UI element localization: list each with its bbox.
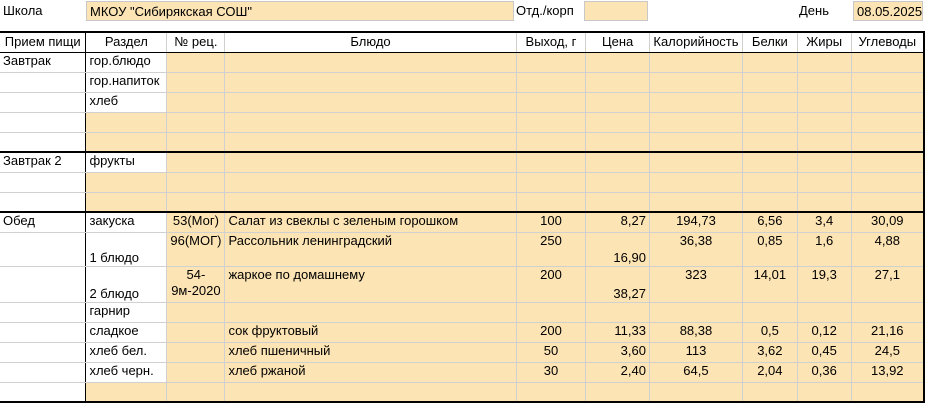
protein-cell[interactable] [742,72,797,92]
fat-cell[interactable]: 0,45 [797,342,851,362]
carbs-cell[interactable]: 27,1 [851,266,924,302]
table-row [0,212,924,232]
fat-cell[interactable] [797,192,851,212]
dish-cell[interactable] [225,172,516,192]
calories-cell[interactable] [649,132,742,152]
table-row [0,72,924,92]
fat-cell[interactable] [797,172,851,192]
output-cell[interactable] [516,92,586,112]
price-cell[interactable] [586,72,650,92]
fat-cell[interactable] [797,112,851,132]
dish-cell[interactable]: хлеб ржаной [225,362,516,382]
fat-cell[interactable] [797,132,851,152]
recipe-cell[interactable]: 53(Мог) [167,212,225,232]
meal-cell [0,132,86,152]
table-row [0,132,924,152]
calories-cell[interactable]: 113 [649,342,742,362]
output-cell[interactable] [516,172,586,192]
section-cell[interactable] [86,382,167,402]
price-cell[interactable] [586,172,650,192]
meal-cell [0,112,86,132]
protein-cell[interactable]: 6,56 [742,212,797,232]
price-cell[interactable] [586,132,650,152]
price-cell[interactable] [586,112,650,132]
fat-cell[interactable]: 1,6 [797,232,851,266]
day-label: День [799,3,829,18]
fat-cell[interactable] [797,302,851,322]
protein-cell[interactable] [742,172,797,192]
protein-cell[interactable]: 2,04 [742,362,797,382]
table-header-row [0,32,924,52]
fat-cell[interactable] [797,52,851,72]
recipe-cell[interactable] [167,192,225,212]
meal-cell [0,232,86,266]
protein-cell[interactable] [742,132,797,152]
carbs-cell[interactable] [851,172,924,192]
price-cell[interactable] [586,152,650,172]
section-cell[interactable] [86,132,167,152]
dish-cell[interactable] [225,382,516,402]
meal-cell: Завтрак [0,52,86,72]
price-cell[interactable]: 8,27 [586,212,650,232]
fat-cell[interactable]: 0,12 [797,322,851,342]
dish-cell[interactable] [225,192,516,212]
output-cell[interactable]: 250 [516,232,586,266]
price-cell[interactable] [586,382,650,402]
carbs-cell[interactable] [851,92,924,112]
section-cell[interactable]: гор.блюдо [86,52,167,72]
dept-label: Отд./корп [516,3,574,18]
dish-cell[interactable] [225,52,516,72]
carbs-cell[interactable]: 30,09 [851,212,924,232]
protein-cell[interactable]: 3,62 [742,342,797,362]
price-cell[interactable]: 11,33 [586,322,650,342]
meal-cell [0,92,86,112]
protein-cell[interactable] [742,152,797,172]
section-cell[interactable]: хлеб черн. [86,362,167,382]
carbs-cell[interactable] [851,52,924,72]
col-calories: Калорийность [649,32,742,52]
table-row [0,172,924,192]
fat-cell[interactable] [797,382,851,402]
recipe-cell[interactable] [167,342,225,362]
col-price: Цена [586,32,650,52]
protein-cell[interactable]: 0,85 [742,232,797,266]
col-section: Раздел [86,32,167,52]
dish-cell[interactable] [225,152,516,172]
recipe-cell[interactable] [167,132,225,152]
protein-cell[interactable] [742,302,797,322]
section-cell[interactable]: хлеб бел. [86,342,167,362]
recipe-cell[interactable] [167,52,225,72]
price-cell[interactable]: 2,40 [586,362,650,382]
dept-field[interactable] [584,1,648,21]
recipe-cell[interactable] [167,382,225,402]
calories-cell[interactable]: 64,5 [649,362,742,382]
meal-cell [0,192,86,212]
carbs-cell[interactable] [851,302,924,322]
output-cell[interactable]: 100 [516,212,586,232]
calories-cell[interactable] [649,302,742,322]
table-row [0,342,924,362]
meal-cell: Завтрак 2 [0,152,86,172]
protein-cell[interactable] [742,52,797,72]
table-row [0,192,924,212]
dish-cell[interactable] [225,72,516,92]
section-cell[interactable]: 2 блюдо [86,266,167,302]
section-cell[interactable]: гарнир [86,302,167,322]
carbs-cell[interactable] [851,72,924,92]
price-cell[interactable]: 3,60 [586,342,650,362]
fat-cell[interactable]: 19,3 [797,266,851,302]
table-row [0,92,924,112]
calories-cell[interactable] [649,152,742,172]
output-cell[interactable]: 50 [516,342,586,362]
table-row [0,302,924,322]
output-cell[interactable] [516,132,586,152]
calories-cell[interactable]: 194,73 [649,212,742,232]
table-row [0,232,924,266]
calories-cell[interactable] [649,172,742,192]
meal-cell [0,72,86,92]
output-cell[interactable]: 200 [516,322,586,342]
meal-cell [0,172,86,192]
col-meal: Прием пищи [0,32,86,52]
table-row [0,322,924,342]
dish-cell[interactable]: хлеб пшеничный [225,342,516,362]
table-row [0,362,924,382]
carbs-cell[interactable] [851,152,924,172]
price-cell[interactable] [586,192,650,212]
dish-cell[interactable]: Рассольник ленинградский [225,232,516,266]
protein-cell[interactable] [742,112,797,132]
dish-cell[interactable]: сок фруктовый [225,322,516,342]
section-cell[interactable]: сладкое [86,322,167,342]
section-cell[interactable]: закуска [86,212,167,232]
protein-cell[interactable] [742,192,797,212]
calories-cell[interactable]: 88,38 [649,322,742,342]
fat-cell[interactable] [797,152,851,172]
recipe-cell[interactable] [167,362,225,382]
recipe-cell[interactable]: 96(МОГ) [167,232,225,266]
price-cell[interactable] [586,52,650,72]
output-cell[interactable]: 200 [516,266,586,302]
section-cell[interactable]: гор.напиток [86,72,167,92]
meal-cell: Обед [0,212,86,232]
col-recipe: № рец. [167,32,225,52]
dish-cell[interactable]: жаркое по домашнему [225,266,516,302]
recipe-cell[interactable] [167,92,225,112]
protein-cell[interactable]: 0,5 [742,322,797,342]
fat-cell[interactable] [797,92,851,112]
protein-cell[interactable] [742,382,797,402]
dish-cell[interactable] [225,92,516,112]
calories-cell[interactable] [649,112,742,132]
output-cell[interactable] [516,112,586,132]
output-cell[interactable] [516,52,586,72]
section-cell[interactable] [86,192,167,212]
col-output: Выход, г [516,32,586,52]
section-cell[interactable]: хлеб [86,92,167,112]
output-cell[interactable] [516,72,586,92]
day-field[interactable]: 08.05.2025 [853,1,923,21]
calories-cell[interactable]: 323 [649,266,742,302]
recipe-cell[interactable] [167,302,225,322]
carbs-cell[interactable] [851,192,924,212]
carbs-cell[interactable]: 21,16 [851,322,924,342]
school-label: Школа [3,3,43,18]
recipe-cell[interactable] [167,172,225,192]
calories-cell[interactable]: 36,38 [649,232,742,266]
calories-cell[interactable] [649,382,742,402]
meal-cell [0,342,86,362]
price-cell[interactable]: 16,90 [586,232,650,266]
fat-cell[interactable]: 3,4 [797,212,851,232]
table-row [0,112,924,132]
dish-cell[interactable] [225,302,516,322]
output-cell[interactable]: 30 [516,362,586,382]
col-dish: Блюдо [225,32,516,52]
menu-table [0,31,925,403]
price-cell[interactable] [586,92,650,112]
section-cell[interactable]: 1 блюдо [86,232,167,266]
carbs-cell[interactable]: 24,5 [851,342,924,362]
table-row [0,52,924,72]
calories-cell[interactable] [649,92,742,112]
meal-cell [0,382,86,402]
section-cell[interactable] [86,112,167,132]
price-cell[interactable]: 38,27 [586,266,650,302]
calories-cell[interactable] [649,192,742,212]
calories-cell[interactable] [649,52,742,72]
section-cell[interactable]: фрукты [86,152,167,172]
carbs-cell[interactable] [851,382,924,402]
output-cell[interactable] [516,192,586,212]
meal-cell [0,266,86,302]
meal-cell [0,322,86,342]
dish-cell[interactable] [225,132,516,152]
output-cell[interactable] [516,302,586,322]
protein-cell[interactable]: 14,01 [742,266,797,302]
recipe-cell[interactable] [167,112,225,132]
carbs-cell[interactable] [851,132,924,152]
output-cell[interactable] [516,152,586,172]
carbs-cell[interactable] [851,112,924,132]
carbs-cell[interactable]: 13,92 [851,362,924,382]
col-fat: Жиры [797,32,851,52]
price-cell[interactable] [586,302,650,322]
recipe-cell[interactable] [167,72,225,92]
carbs-cell[interactable]: 4,88 [851,232,924,266]
table-row [0,266,924,302]
fat-cell[interactable]: 0,36 [797,362,851,382]
section-cell[interactable] [86,172,167,192]
recipe-cell[interactable]: 54-9м-2020 [167,266,225,302]
table-row [0,382,924,402]
protein-cell[interactable] [742,92,797,112]
meal-cell [0,362,86,382]
col-carbs: Углеводы [851,32,924,52]
col-protein: Белки [742,32,797,52]
school-field[interactable]: МКОУ "Сибирякская СОШ" [86,1,514,21]
output-cell[interactable] [516,382,586,402]
recipe-cell[interactable] [167,152,225,172]
dish-cell[interactable] [225,112,516,132]
recipe-cell[interactable] [167,322,225,342]
calories-cell[interactable] [649,72,742,92]
table-row [0,152,924,172]
fat-cell[interactable] [797,72,851,92]
meal-cell [0,302,86,322]
dish-cell[interactable]: Салат из свеклы с зеленым горошком [225,212,516,232]
